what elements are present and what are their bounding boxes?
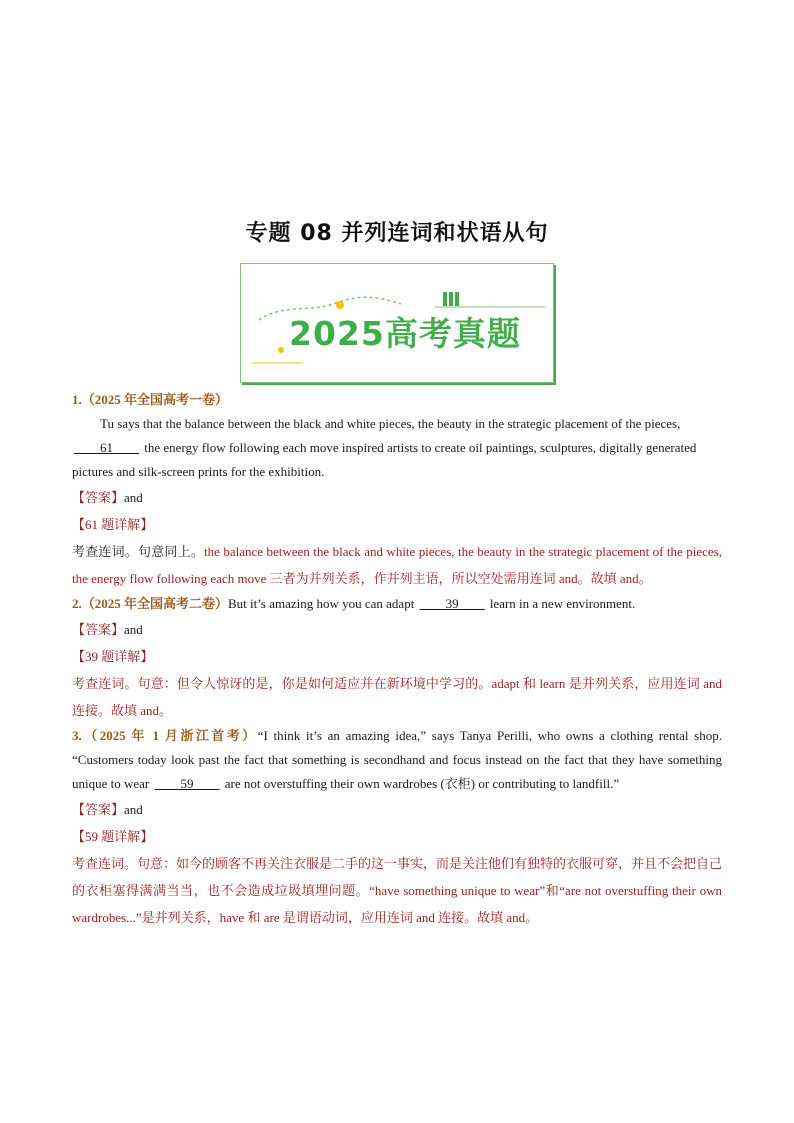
answer-2: 【答案】and <box>72 622 143 637</box>
detail-3-text: 考查连词。句意：如今的顾客不再关注衣服是二手的这一事实，而是关注他们有独特的衣服可穿，并且不会把自己的衣柜塞得满满当当，也不会造成垃圾填埋问题。“have something unique to wear”和“are not overstuffing their own wardrobes...”是并列关系，have 和 are 是谓语动词，应用连词 and 连接。故填 and。 <box>72 856 723 925</box>
banner-title: 2025高考真题 <box>289 314 521 353</box>
detail-2-text: 考查连词。句意：但令人惊讶的是，你是如何适应并在新环境中学习的。adapt 和 learn 是并列关系，应用连词 and 连接。故填 and。 <box>72 676 722 718</box>
yellow-dot-small-icon <box>278 347 284 353</box>
year-banner <box>240 263 554 383</box>
question-2-label: 2.（2025 年全国高考二卷） <box>72 596 229 611</box>
detail-3-tag: 【59 题详解】 <box>72 829 154 844</box>
answer-3: 【答案】and <box>72 802 143 817</box>
question-1 <box>72 388 722 592</box>
question-2: 2.（2025 年全国高考二卷）But it’s amazing how you can adapt ____39____ learn in a new environment. 【答案】and 【39 题详解】 考查连词。句意：但令人惊讶的是，你是如何适应并在新环境中学习的。adapt 和 learn 是并列关系，应用连词 and 连接。故填 and。 <box>72 592 722 724</box>
detail-1-text: 考查连词。句意同上。the balance between the black and white pieces, the beauty in the strategic placement of the pieces, the energy flow following each move 三者为并列关系，作并列主语，所以空处需用连词 and。故填 and。 <box>72 544 722 586</box>
question-1-label: 1.（2025 年全国高考一卷） <box>72 392 229 407</box>
blank-39: ____39____ <box>419 596 485 611</box>
question-list <box>72 388 722 931</box>
detail-2-tag: 【39 题详解】 <box>72 649 154 664</box>
blank-61: ____61____ <box>74 440 139 455</box>
page-title: 专题 08 并列连词和状语从句 <box>245 221 549 246</box>
question-1-text: Tu says that the balance between the black and white pieces, the beauty in the strategic placement of the pieces, ____61____ the energy flow following each move inspired artists to create oil paintings, sculptures, digitally generated pictures and silk-screen prints for the exhibition. <box>72 416 697 479</box>
blank-59: ____59____ <box>154 776 220 791</box>
book-icon <box>443 292 447 306</box>
question-3: 3.（2025 年 1 月浙江首考）“I think it’s an amazing idea,” says Tanya Perilli, who owns a clothing rental shop. “Customers today look past the fact that something is secondhand and focus instead on the fact that they have something unique to wear ____59____ are not overstuffing their own wardrobes (衣柜) or contributing to landfill.” 【答案】and 【59 题详解】 考查连词。句意：如今的顾客不再关注衣服是二手的这一事实，而是关注他们有独特的衣服可穿，并且不会把自己的衣柜塞得满满当当，也不会造成垃圾填埋问题。“have something unique to wear”和“are not overstuffing their own wardrobes...”是并列关系，have 和 are 是谓语动词，应用连词 and 连接。故填 and。 <box>72 724 722 931</box>
detail-1-tag: 【61 题详解】 <box>72 517 154 532</box>
answer-1: 【答案】and <box>72 490 143 505</box>
question-3-label: 3.（2025 年 1 月浙江首考） <box>72 728 258 743</box>
